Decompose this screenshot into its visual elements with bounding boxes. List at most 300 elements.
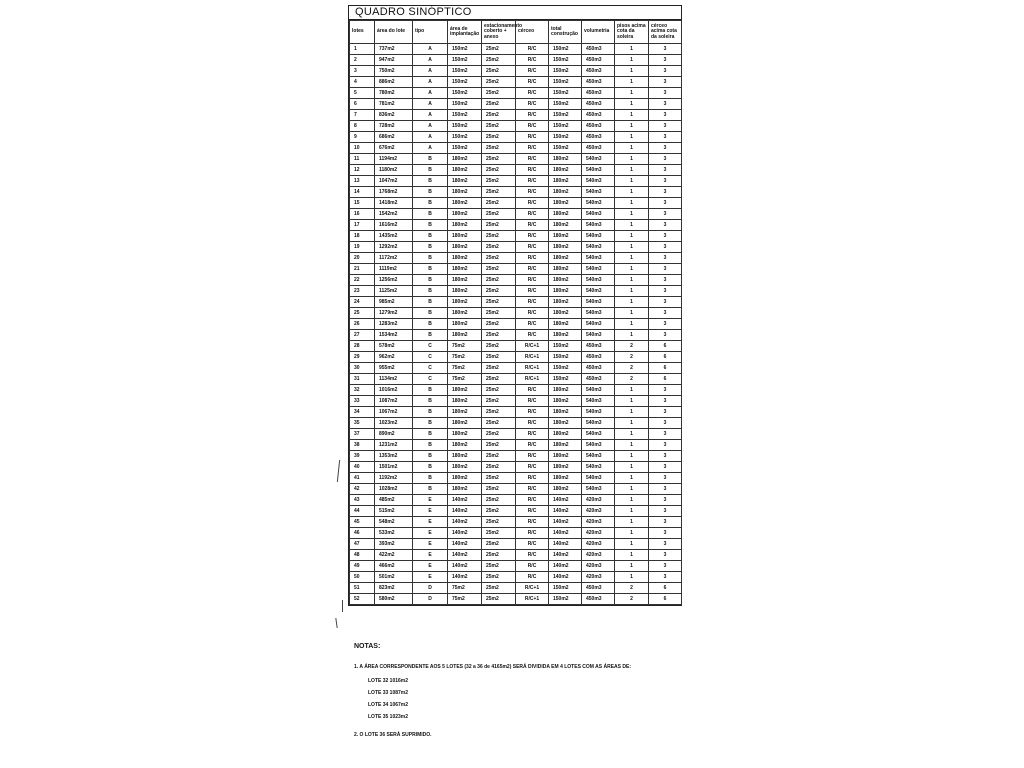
table-cell: 3 [649,528,682,539]
table-cell: 6 [649,352,682,363]
table-cell: 3 [649,418,682,429]
table-cell: 12 [350,165,375,176]
table-cell: 450m3 [582,121,615,132]
table-cell: 180m2 [448,231,482,242]
table-cell: 450m3 [582,341,615,352]
table-cell: 25m2 [482,297,516,308]
table-cell: R/C [516,99,549,110]
table-cell: B [413,319,448,330]
table-cell: 32 [350,385,375,396]
table-cell: 25m2 [482,110,516,121]
table-cell: 540m3 [582,308,615,319]
table-cell: 540m3 [582,286,615,297]
table-cell: R/C+1 [516,374,549,385]
table-cell: A [413,110,448,121]
table-cell: 1 [615,473,649,484]
column-header: total construção [549,21,582,44]
scan-mark-vertical [337,460,340,482]
table-cell: B [413,308,448,319]
table-row [350,143,682,154]
table-row [350,539,682,550]
table-cell: 180m2 [448,176,482,187]
note-2: 2. O LOTE 36 SERÁ SUPRIMIDO. [354,732,432,738]
table-cell: 25m2 [482,308,516,319]
table-cell: R/C [516,253,549,264]
table-cell: R/C [516,517,549,528]
table-cell: R/C [516,88,549,99]
table-cell: 1 [615,451,649,462]
table-cell: 4 [350,77,375,88]
table-cell: 3 [649,198,682,209]
table-cell: 450m3 [582,110,615,121]
table-cell: 1 [615,77,649,88]
table-cell: 1 [615,517,649,528]
table-row [350,583,682,594]
lote-area-item: LOTE 34 1067m2 [368,702,409,708]
table-cell: 150m2 [549,341,582,352]
table-cell: 3 [649,572,682,583]
table-cell: B [413,462,448,473]
table-cell: 150m2 [549,55,582,66]
note-1: 1. A ÁREA CORRESPONDENTE AOS 5 LOTES (32 a 36 de 4165m2) SERÁ DIVIDIDA EM 4 LOTES COM AS ÁREAS DE: [354,664,632,670]
table-cell: 48 [350,550,375,561]
table-cell: 1 [615,209,649,220]
table-cell: 25m2 [482,583,516,594]
table-cell: R/C [516,418,549,429]
table-row [350,99,682,110]
table-cell: 150m2 [549,44,582,55]
table-cell: 3 [649,330,682,341]
table-cell: R/C [516,297,549,308]
table-cell: 25m2 [482,187,516,198]
table-cell: R/C [516,132,549,143]
table-cell: 24 [350,297,375,308]
table-cell: 540m3 [582,165,615,176]
table-cell: 75m2 [448,374,482,385]
table-cell: A [413,121,448,132]
table-cell: 1 [615,539,649,550]
table-cell: 75m2 [448,583,482,594]
table-cell: 420m3 [582,517,615,528]
table-cell: 450m3 [582,352,615,363]
table-row [350,528,682,539]
table-cell: 420m3 [582,550,615,561]
table-row [350,77,682,88]
table-cell: 1 [615,561,649,572]
table-cell: 25m2 [482,418,516,429]
table-cell: R/C [516,550,549,561]
table-cell: 50 [350,572,375,583]
table-cell: 1 [615,506,649,517]
notes-section [354,643,854,738]
table-cell: 540m3 [582,473,615,484]
table-cell: R/C [516,176,549,187]
table-row [350,253,682,264]
table-cell: 25m2 [482,495,516,506]
table-cell: 25m2 [482,550,516,561]
table-cell: 1418m2 [375,198,413,209]
table-cell: 3 [649,176,682,187]
table-cell: 450m3 [582,594,615,605]
table-cell: 1 [615,429,649,440]
table-cell: 18 [350,231,375,242]
table-cell: 25m2 [482,220,516,231]
table-cell: 35 [350,418,375,429]
table-cell: 150m2 [549,143,582,154]
table-cell: 1616m2 [375,220,413,231]
table-cell: B [413,429,448,440]
table-cell: R/C+1 [516,583,549,594]
table-cell: 450m3 [582,99,615,110]
table-cell: 1 [615,264,649,275]
table-row [350,561,682,572]
table-cell: B [413,297,448,308]
table-cell: 25m2 [482,66,516,77]
table-cell: 3 [649,253,682,264]
table-cell: 180m2 [448,209,482,220]
table-cell: 180m2 [448,473,482,484]
table-cell: R/C [516,121,549,132]
table-cell: 25m2 [482,429,516,440]
table-cell: 150m2 [549,132,582,143]
table-cell: R/C [516,55,549,66]
table-cell: 540m3 [582,451,615,462]
table-cell: 2 [615,583,649,594]
table-cell: 3 [649,319,682,330]
column-header: área de implantação [448,21,482,44]
table-cell: 180m2 [549,198,582,209]
table-cell: 1 [615,407,649,418]
table-cell: 180m2 [448,297,482,308]
table-cell: B [413,451,448,462]
table-cell: B [413,440,448,451]
table-cell: B [413,407,448,418]
table-cell: 14 [350,187,375,198]
table-cell: 6 [649,341,682,352]
table-cell: 180m2 [448,407,482,418]
table-cell: R/C [516,319,549,330]
table-cell: 420m3 [582,539,615,550]
table-cell: 1 [615,154,649,165]
table-cell: 3 [649,550,682,561]
table-row [350,352,682,363]
table-cell: 140m2 [448,528,482,539]
table-cell: 1 [350,44,375,55]
table-cell: 1134m2 [375,374,413,385]
table-cell: 180m2 [448,385,482,396]
table-cell: 1119m2 [375,264,413,275]
table-row [350,209,682,220]
table-row [350,429,682,440]
table-cell: 540m3 [582,275,615,286]
table-cell: 1 [615,66,649,77]
table-cell: 25m2 [482,396,516,407]
table-cell: R/C [516,242,549,253]
table-cell: 25m2 [482,198,516,209]
table-cell: R/C [516,539,549,550]
table-cell: 2 [615,374,649,385]
table-cell: 140m2 [448,572,482,583]
table-cell: 25 [350,308,375,319]
table-cell: A [413,66,448,77]
table-cell: 140m2 [549,561,582,572]
table-cell: 75m2 [448,363,482,374]
table-cell: 1087m2 [375,396,413,407]
table-cell: 25m2 [482,451,516,462]
table-cell: R/C [516,385,549,396]
column-header: volumetria [582,21,615,44]
table-cell: R/C [516,154,549,165]
table-cell: 450m3 [582,143,615,154]
table-cell: 3 [649,209,682,220]
table-cell: 548m2 [375,517,413,528]
table-cell: 22 [350,275,375,286]
table-cell: A [413,143,448,154]
table-cell: 3 [649,451,682,462]
table-cell: 1 [615,198,649,209]
table-cell: 2 [615,594,649,605]
table-cell: 450m3 [582,77,615,88]
table-cell: 3 [649,308,682,319]
table-cell: 180m2 [448,319,482,330]
table-cell: 140m2 [448,539,482,550]
table-cell: 140m2 [448,517,482,528]
table-cell: 540m3 [582,253,615,264]
table-cell: R/C [516,275,549,286]
table-cell: R/C [516,209,549,220]
table-cell: R/C [516,264,549,275]
table-cell: 150m2 [448,66,482,77]
table-cell: 25m2 [482,121,516,132]
table-cell: B [413,385,448,396]
table-cell: 25m2 [482,539,516,550]
table-cell: 1 [615,396,649,407]
table-row [350,264,682,275]
table-cell: 676m2 [375,143,413,154]
table-cell: 180m2 [549,165,582,176]
table-cell: B [413,198,448,209]
table-cell: 1067m2 [375,407,413,418]
table-cell: C [413,363,448,374]
table-cell: 23 [350,286,375,297]
table-cell: 450m3 [582,374,615,385]
table-cell: B [413,253,448,264]
table-cell: 150m2 [549,363,582,374]
table-cell: 1180m2 [375,165,413,176]
table-cell: 3 [649,187,682,198]
table-cell: R/C [516,286,549,297]
table-cell: 1 [615,286,649,297]
table-cell: 1172m2 [375,253,413,264]
table-cell: 25m2 [482,572,516,583]
table-cell: R/C [516,231,549,242]
table-cell: 34 [350,407,375,418]
table-cell: 3 [649,154,682,165]
table-cell: 540m3 [582,407,615,418]
table-cell: 20 [350,253,375,264]
table-cell: R/C [516,473,549,484]
table-cell: 180m2 [448,330,482,341]
table-row [350,385,682,396]
table-cell: 1 [615,528,649,539]
table-row [350,473,682,484]
table-cell: 37 [350,429,375,440]
table-cell: 25m2 [482,473,516,484]
table-cell: 150m2 [549,121,582,132]
table-cell: R/C [516,572,549,583]
table-cell: 33 [350,396,375,407]
table-cell: 3 [649,121,682,132]
table-cell: 42 [350,484,375,495]
table-cell: 6 [350,99,375,110]
table-cell: 450m3 [582,55,615,66]
table-cell: R/C [516,484,549,495]
table-cell: B [413,154,448,165]
table-row [350,495,682,506]
table-cell: 75m2 [448,341,482,352]
lote-area-item: LOTE 33 1087m2 [368,690,409,696]
table-cell: 420m3 [582,561,615,572]
column-header: cérceo [516,21,549,44]
table-row [350,154,682,165]
table-cell: 140m2 [448,506,482,517]
table-cell: 46 [350,528,375,539]
table-cell: 515m2 [375,506,413,517]
table-cell: 31 [350,374,375,385]
table-cell: R/C [516,462,549,473]
table-cell: A [413,132,448,143]
table-cell: 1353m2 [375,451,413,462]
table-cell: 140m2 [549,539,582,550]
table-cell: 25m2 [482,242,516,253]
table-cell: 420m3 [582,528,615,539]
table-cell: 823m2 [375,583,413,594]
table-cell: 1231m2 [375,440,413,451]
table-cell: 150m2 [448,110,482,121]
table-cell: 3 [649,88,682,99]
table-cell: R/C [516,77,549,88]
table-cell: E [413,550,448,561]
table-cell: 3 [649,99,682,110]
table-cell: 25m2 [482,319,516,330]
table-cell: 2 [350,55,375,66]
table-cell: 180m2 [448,308,482,319]
table-cell: 1279m2 [375,308,413,319]
table-cell: 25m2 [482,528,516,539]
table-row [350,418,682,429]
table-row [350,231,682,242]
table-cell: R/C+1 [516,363,549,374]
table-cell: 836m2 [375,110,413,121]
table-cell: 466m2 [375,561,413,572]
table-row [350,220,682,231]
table-cell: 886m2 [375,77,413,88]
table-row [350,363,682,374]
table-row [350,550,682,561]
table-cell: 1 [615,44,649,55]
table-cell: 1194m2 [375,154,413,165]
table-cell: R/C [516,44,549,55]
table-cell: 3 [649,495,682,506]
table-cell: 150m2 [448,132,482,143]
table-cell: 533m2 [375,528,413,539]
table-cell: 422m2 [375,550,413,561]
table-row [350,462,682,473]
table-row [350,198,682,209]
table-row [350,44,682,55]
table-cell: 21 [350,264,375,275]
table-cell: 25m2 [482,143,516,154]
table-cell: R/C [516,429,549,440]
table-row [350,484,682,495]
table-cell: B [413,275,448,286]
table-cell: 25m2 [482,330,516,341]
table-cell: 1016m2 [375,385,413,396]
table-row [350,275,682,286]
table-cell: 3 [649,110,682,121]
table-cell: 450m3 [582,88,615,99]
table-row [350,330,682,341]
table-cell: 180m2 [549,275,582,286]
table-cell: 540m3 [582,198,615,209]
table-cell: 180m2 [549,264,582,275]
table-cell: 3 [649,231,682,242]
table-cell: 150m2 [448,99,482,110]
table-cell: 3 [649,385,682,396]
table-cell: 750m2 [375,66,413,77]
table-cell: 150m2 [448,143,482,154]
table-cell: 180m2 [549,253,582,264]
table-cell: 25m2 [482,154,516,165]
table-cell: 3 [649,407,682,418]
table-cell: 420m3 [582,506,615,517]
table-cell: D [413,594,448,605]
table-cell: 1 [615,132,649,143]
table-cell: 25m2 [482,363,516,374]
table-cell: 180m2 [448,154,482,165]
lote-area-list [354,678,854,726]
table-cell: B [413,220,448,231]
table-cell: 180m2 [549,154,582,165]
table-cell: 180m2 [549,429,582,440]
table-cell: B [413,484,448,495]
table-row [350,506,682,517]
table-cell: 150m2 [549,352,582,363]
table-cell: 11 [350,154,375,165]
column-header: área do lote [375,21,413,44]
table-cell: 1 [615,484,649,495]
table-cell: 686m2 [375,132,413,143]
table-row [350,55,682,66]
table-cell: R/C [516,506,549,517]
table-cell: 450m3 [582,66,615,77]
table-cell: 3 [649,473,682,484]
table-row [350,165,682,176]
table-row [350,517,682,528]
table-cell: 180m2 [448,396,482,407]
table-cell: 180m2 [549,231,582,242]
table-cell: 15 [350,198,375,209]
table-cell: 1 [615,88,649,99]
table-cell: 150m2 [448,88,482,99]
table-cell: 3 [649,506,682,517]
table-cell: 1256m2 [375,275,413,286]
table-cell: 580m2 [375,594,413,605]
table-cell: 25m2 [482,44,516,55]
table-cell: 180m2 [448,286,482,297]
table-cell: B [413,396,448,407]
table-cell: 150m2 [549,110,582,121]
